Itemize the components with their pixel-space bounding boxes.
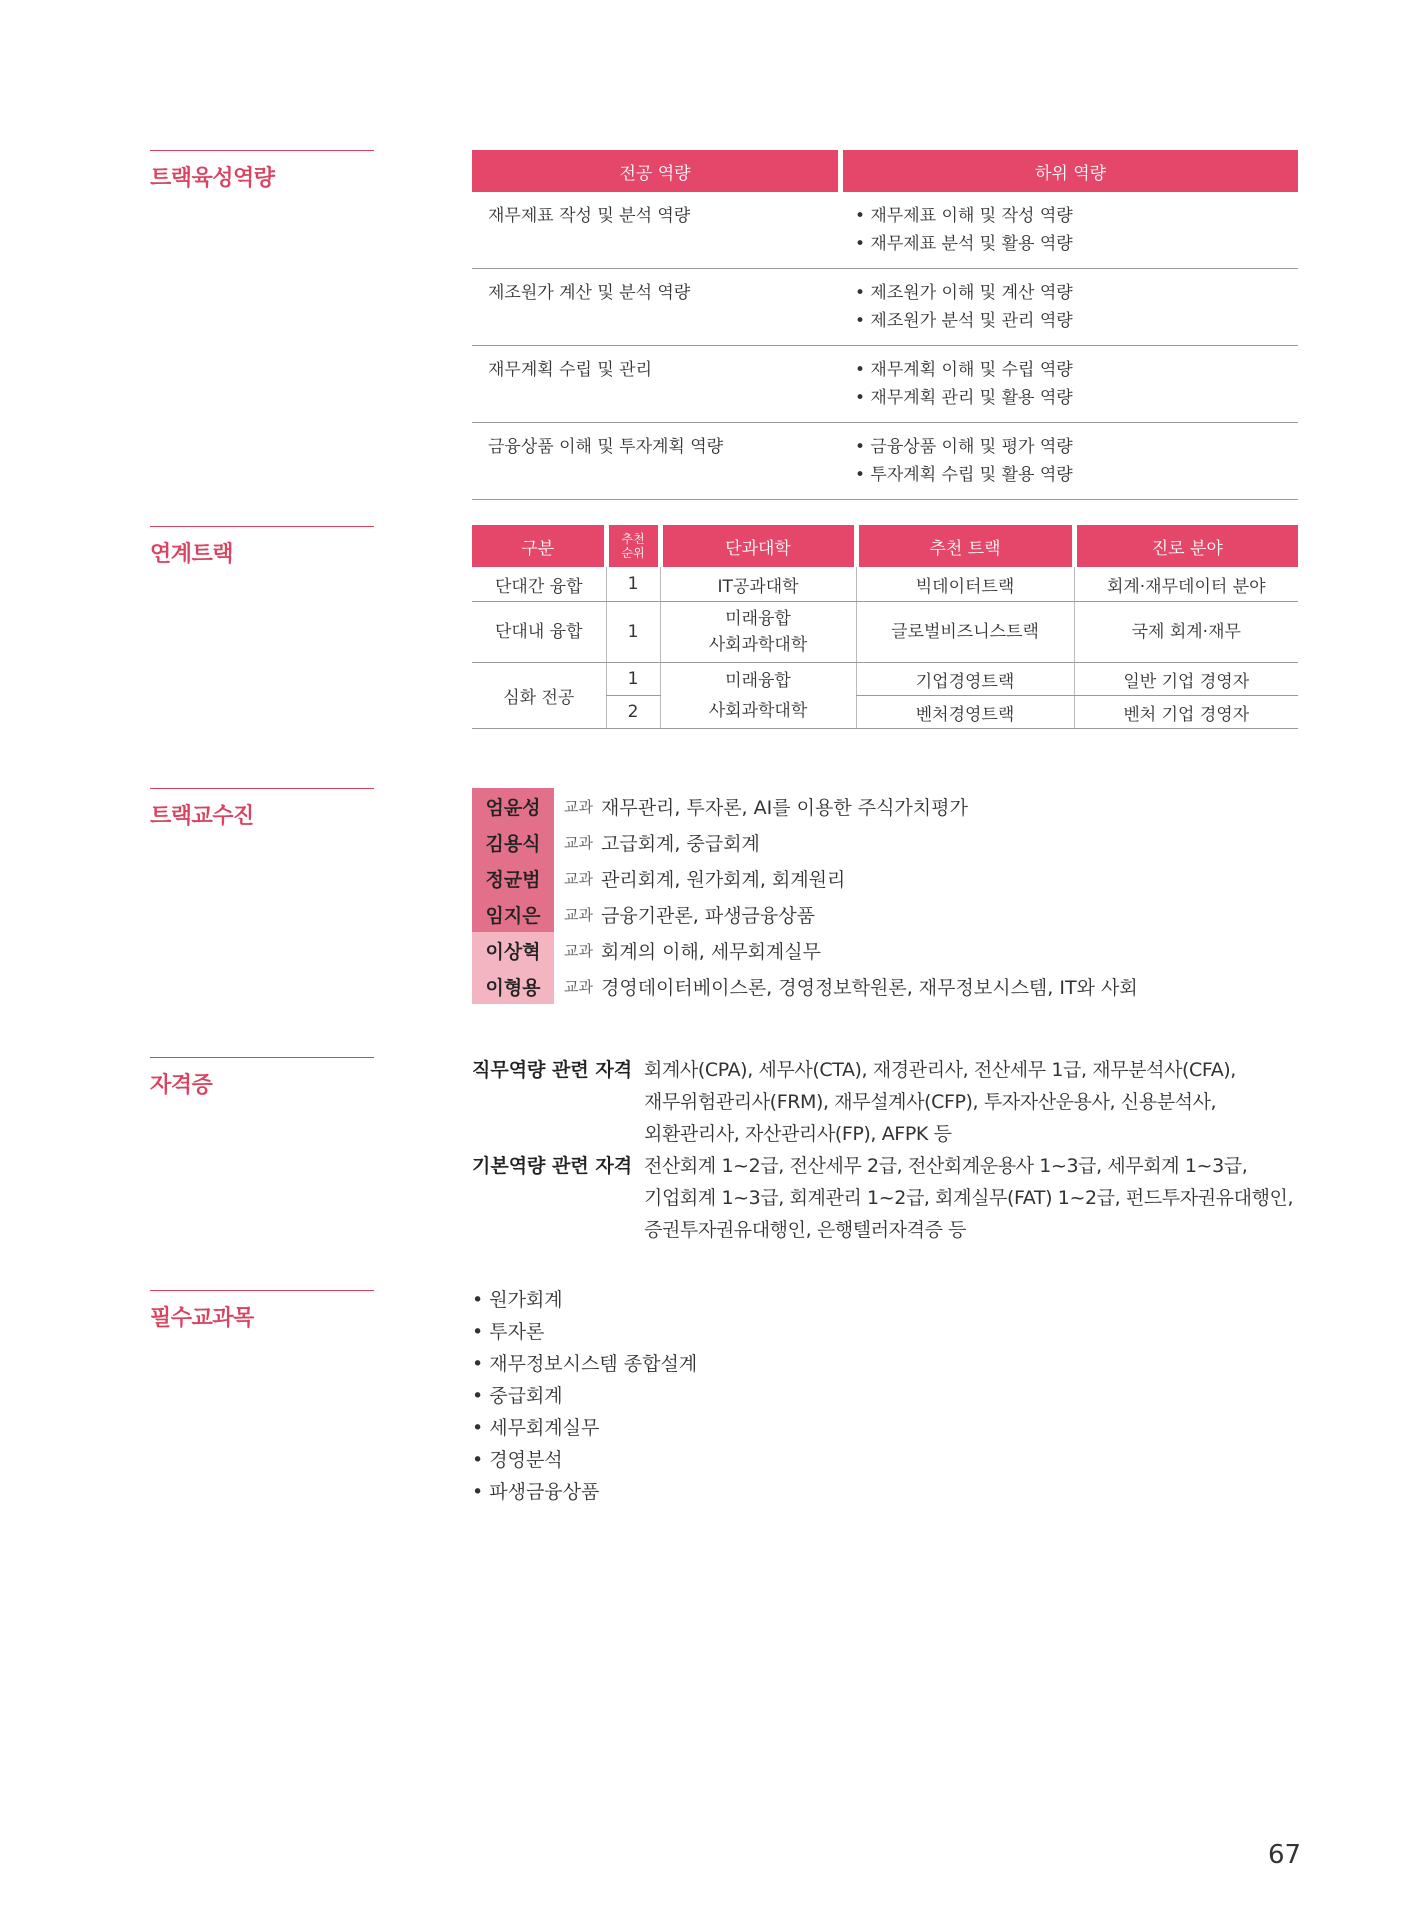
cell-career: 벤처 기업 경영자 — [1074, 696, 1298, 729]
faculty-title: 교과 — [564, 941, 593, 960]
faculty-name: 이상혁 — [472, 932, 554, 968]
faculty-row — [472, 968, 1138, 1004]
major-competency: 재무제표 작성 및 분석 역량 — [472, 192, 843, 269]
faculty-name: 이형용 — [472, 968, 554, 1004]
certificate-line: 재무위험관리사(FRM), 재무설계사(CFP), 투자자산운용사, 신용분석사, — [644, 1091, 1217, 1113]
college-line2: 사회과학대학 — [708, 635, 808, 655]
cell-type: 단대내 융합 — [472, 602, 606, 663]
certificate-group-text — [644, 1054, 1236, 1150]
linked-track-table — [472, 525, 1298, 729]
header-rank-line1: 추천 — [621, 532, 645, 546]
header-type: 구분 — [472, 525, 606, 567]
list-item: • 파생금융상품 — [472, 1476, 697, 1508]
table-row — [472, 269, 1298, 346]
cell-track: 벤처경영트랙 — [856, 696, 1074, 729]
header-college: 단과대학 — [660, 525, 856, 567]
college-line1: 미래융합 — [725, 670, 791, 691]
certificate-line: 회계사(CPA), 세무사(CTA), 재경관리사, 전산세무 1급, 재무분석사(CFA), — [644, 1059, 1236, 1081]
major-competency: 제조원가 계산 및 분석 역량 — [472, 269, 843, 346]
faculty-row — [472, 824, 1138, 860]
faculty-name: 정균범 — [472, 860, 554, 896]
cell-rank: 1 — [606, 602, 660, 663]
college-line1: 미래융합 — [725, 609, 791, 629]
competency-table-header — [472, 150, 1298, 192]
list-item: • 제조원가 이해 및 계산 역량 — [855, 283, 1073, 303]
required-course-list — [472, 1284, 697, 1508]
faculty-courses: 재무관리, 투자론, AI를 이용한 주식가치평가 — [600, 796, 968, 819]
header-major-competency: 전공 역량 — [472, 150, 843, 192]
faculty-courses: 경영데이터베이스론, 경영정보학원론, 재무정보시스템, IT와 사회 — [600, 976, 1138, 999]
cell-track: 글로벌비즈니스트랙 — [856, 602, 1074, 663]
certificate-group-text — [644, 1150, 1293, 1246]
college-line2: 사회과학대학 — [708, 700, 808, 721]
header-sub-competency: 하위 역량 — [843, 150, 1298, 192]
faculty-row — [472, 896, 1138, 932]
faculty-row — [472, 860, 1138, 896]
header-rank-line2: 순위 — [621, 546, 645, 560]
cell-career: 일반 기업 경영자 — [1074, 663, 1298, 696]
list-item: • 재무계획 관리 및 활용 역량 — [855, 388, 1073, 408]
certificate-line: 외환관리사, 자산관리사(FP), AFPK 등 — [644, 1123, 952, 1145]
list-item: • 금융상품 이해 및 평가 역량 — [855, 437, 1073, 457]
certificate-group-label: 직무역량 관련 자격 — [472, 1059, 633, 1081]
faculty-name: 임지은 — [472, 896, 554, 932]
table-row — [472, 346, 1298, 423]
list-item: • 세무회계실무 — [472, 1412, 697, 1444]
competency-table — [472, 150, 1298, 500]
table-row — [472, 567, 1298, 602]
faculty-list — [472, 788, 1138, 1004]
faculty-title: 교과 — [564, 833, 593, 852]
certificate-group — [472, 1150, 1312, 1246]
cell-track: 기업경영트랙 — [856, 663, 1074, 696]
certificate-line: 증권투자권유대행인, 은행텔러자격증 등 — [644, 1219, 967, 1241]
faculty-row — [472, 932, 1138, 968]
major-competency: 금융상품 이해 및 투자계획 역량 — [472, 423, 843, 500]
faculty-courses: 고급회계, 중급회계 — [600, 832, 760, 855]
faculty-title: 교과 — [564, 797, 593, 816]
header-career: 진로 분야 — [1074, 525, 1298, 567]
section-label-competency: 트랙육성역량 — [150, 150, 374, 192]
cell-college — [660, 663, 856, 729]
sub-competency — [843, 346, 1298, 423]
table-row — [472, 423, 1298, 500]
faculty-courses: 회계의 이해, 세무회계실무 — [600, 940, 821, 963]
certificate-line: 전산회계 1~2급, 전산세무 2급, 전산회계운용사 1~3급, 세무회계 1~3급, — [644, 1155, 1248, 1177]
list-item: • 중급회계 — [472, 1380, 697, 1412]
cell-track: 빅데이터트랙 — [856, 567, 1074, 602]
table-row — [472, 602, 1298, 663]
cell-college: IT공과대학 — [660, 567, 856, 602]
table-row — [472, 192, 1298, 269]
list-item: • 제조원가 분석 및 관리 역량 — [855, 311, 1073, 331]
section-label-required-courses: 필수교과목 — [150, 1290, 374, 1332]
faculty-courses: 관리회계, 원가회계, 회계원리 — [600, 868, 846, 891]
cell-career: 회계·재무데이터 분야 — [1074, 567, 1298, 602]
section-label-linked-track: 연계트랙 — [150, 526, 374, 568]
faculty-title: 교과 — [564, 869, 593, 888]
faculty-courses: 금융기관론, 파생금융상품 — [600, 904, 815, 927]
faculty-title: 교과 — [564, 905, 593, 924]
faculty-row — [472, 788, 1138, 824]
cell-rank: 2 — [606, 696, 660, 729]
cell-type: 단대간 융합 — [472, 567, 606, 602]
cell-rank: 1 — [606, 567, 660, 602]
list-item: • 투자계획 수립 및 활용 역량 — [855, 465, 1073, 485]
certificate-list — [472, 1054, 1312, 1246]
list-item: • 투자론 — [472, 1316, 697, 1348]
list-item: • 원가회계 — [472, 1284, 697, 1316]
faculty-name: 엄윤성 — [472, 788, 554, 824]
page-number: 67 — [1268, 1840, 1302, 1870]
sub-competency — [843, 423, 1298, 500]
certificate-line: 기업회계 1~3급, 회계관리 1~2급, 회계실무(FAT) 1~2급, 펀드투자권유대행인, — [644, 1187, 1294, 1209]
list-item: • 재무정보시스템 종합설계 — [472, 1348, 697, 1380]
certificate-group — [472, 1054, 1312, 1150]
cell-rank: 1 — [606, 663, 660, 696]
header-track: 추천 트랙 — [856, 525, 1074, 567]
table-row — [472, 663, 1298, 696]
linked-track-header — [472, 525, 1298, 567]
list-item: • 재무제표 이해 및 작성 역량 — [855, 206, 1073, 226]
list-item: • 경영분석 — [472, 1444, 697, 1476]
sub-competency — [843, 269, 1298, 346]
section-label-faculty: 트랙교수진 — [150, 788, 374, 830]
header-rank — [606, 525, 660, 567]
faculty-title: 교과 — [564, 977, 593, 996]
section-label-certificate: 자격증 — [150, 1057, 374, 1099]
faculty-name: 김용식 — [472, 824, 554, 860]
list-item: • 재무제표 분석 및 활용 역량 — [855, 234, 1073, 254]
cell-college — [660, 602, 856, 663]
list-item: • 재무계획 이해 및 수립 역량 — [855, 360, 1073, 380]
major-competency: 재무계획 수립 및 관리 — [472, 346, 843, 423]
certificate-group-label: 기본역량 관련 자격 — [472, 1155, 633, 1177]
sub-competency — [843, 192, 1298, 269]
cell-type: 심화 전공 — [472, 663, 606, 729]
cell-career: 국제 회계·재무 — [1074, 602, 1298, 663]
